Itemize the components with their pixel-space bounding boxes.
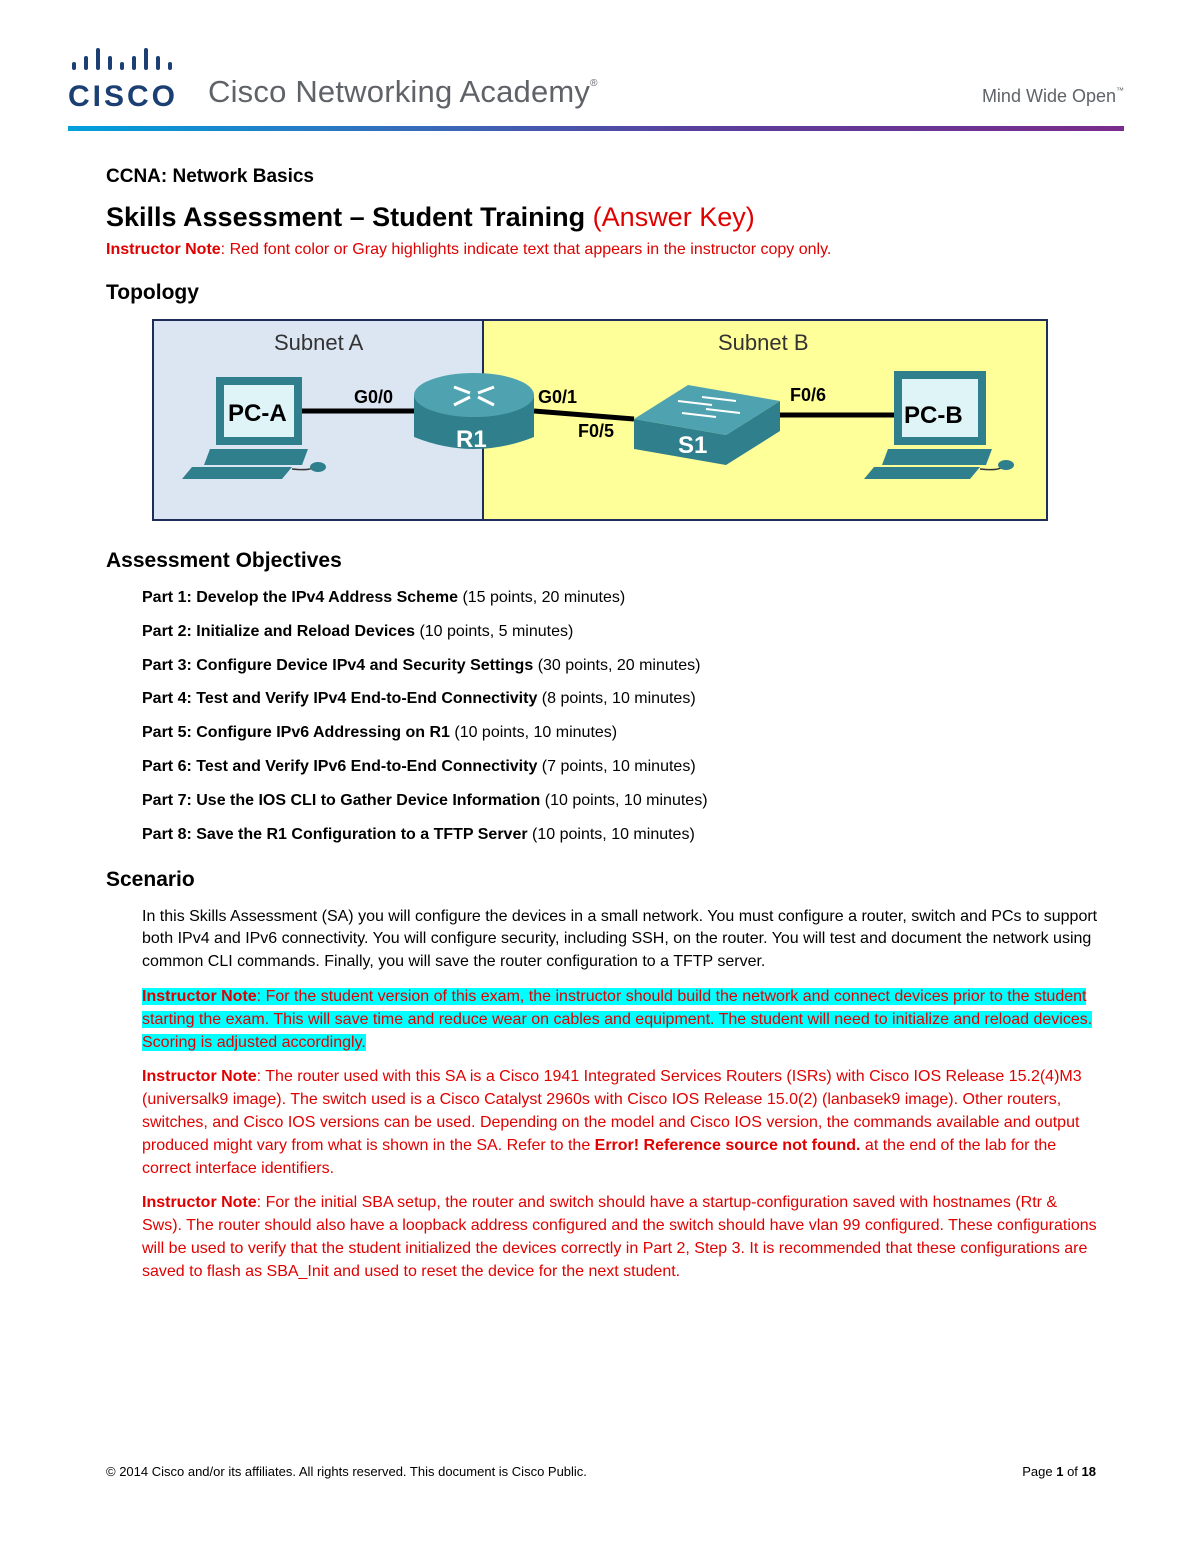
instructor-note-2: Instructor Note: The router used with this SA is a Cisco 1941 Integrated Services Routers (ISRs) with Cisco IOS Release 15.2(4)M3 (universalk9 image). The switch used is a Cisco Catalyst 2960s with Cisco IOS Release 15.0(2) (lanbasek9 image). Other routers, switches, and Cisco IOS versions can be used. Depending on the model and Cisco IOS version, the commands available and output produced might vary from what is shown in the SA. Refer to the Error! Reference source not found. at the end of the lab for the correct interface identifiers. <box>142 1068 1082 1177</box>
switch-label: S1 <box>678 432 708 459</box>
iface-f05: F0/5 <box>578 421 615 441</box>
copyright-text: © 2014 Cisco and/or its affiliates. All rights reserved. This document is Cisco Public. <box>106 1464 587 1479</box>
topology-diagram <box>152 319 1048 521</box>
scenario-section <box>142 906 1100 1284</box>
router-label: R1 <box>456 426 487 453</box>
topology-heading: Topology <box>106 281 199 304</box>
page-number: Page 1 of 18 <box>1022 1464 1096 1479</box>
cisco-bars-icon <box>70 46 180 74</box>
list-item: Part 4: Test and Verify IPv4 End-to-End Connectivity (8 points, 10 minutes) <box>142 690 696 708</box>
subnet-b-label: Subnet B <box>718 330 809 355</box>
academy-title: Cisco Networking Academy® <box>208 74 598 109</box>
instructor-note-3: Instructor Note: For the initial SBA setup, the router and switch should have a startup-configuration saved with hostnames (Rtr & Sws). The router should also have a loopback address configured and the switch should have vlan 99 configured. These configurations will be used to verify that the student initialized the devices correctly in Part 2, Step 3. It is recommended that these configurations are saved to flash as SBA_Init and used to reset the device for the next student. <box>142 1194 1097 1280</box>
pc-a-label: PC-A <box>228 400 287 427</box>
subnet-a-label: Subnet A <box>274 330 364 355</box>
list-item: Part 8: Save the R1 Configuration to a TFTP Server (10 points, 10 minutes) <box>142 825 695 843</box>
list-item: Part 6: Test and Verify IPv6 End-to-End Connectivity (7 points, 10 minutes) <box>142 757 696 775</box>
document-body <box>106 166 1100 1296</box>
cisco-wordmark: CISCO <box>68 80 179 113</box>
answer-key-label: (Answer Key) <box>592 202 755 232</box>
page-footer <box>106 1464 1096 1479</box>
iface-g01: G0/1 <box>538 387 578 407</box>
pc-b-label: PC-B <box>904 402 963 429</box>
reference-error: Error! Reference source not found. <box>594 1136 861 1154</box>
list-item: Part 3: Configure Device IPv4 and Security Settings (30 points, 20 minutes) <box>142 656 701 674</box>
instructor-note-1: Instructor Note: For the student version of this exam, the instructor should build the network and connect devices prior to the student starting the exam. This will save time and reduce wear on cables and equipment. The student will need to initialize and reload devices. Scoring is adjusted accordingly. <box>142 987 1093 1051</box>
list-item: Part 7: Use the IOS CLI to Gather Device Information (10 points, 10 minutes) <box>142 791 708 809</box>
header-rule <box>68 126 1124 131</box>
iface-g00: G0/0 <box>354 387 394 407</box>
iface-f06: F0/6 <box>790 385 827 405</box>
objectives-list <box>142 587 1100 846</box>
page-header <box>68 40 1124 132</box>
list-item: Part 5: Configure IPv6 Addressing on R1 (10 points, 10 minutes) <box>142 724 618 742</box>
objectives-heading: Assessment Objectives <box>106 549 342 572</box>
tagline: Mind Wide Open™ <box>981 86 1124 106</box>
list-item: Part 2: Initialize and Reload Devices (10 points, 5 minutes) <box>142 622 574 640</box>
page-title: Skills Assessment – Student Training (Answer Key) <box>106 202 755 232</box>
course-title: CCNA: Network Basics <box>106 166 314 187</box>
scenario-paragraph: In this Skills Assessment (SA) you will configure the devices in a small network. You must configure a router, switch and PCs to support both IPv4 and IPv6 connectivity. You will configure security, including SSH, on the router. You will test and document the network using common CLI commands. Finally, you will save the router configuration to a TFTP server. <box>142 907 1098 971</box>
scenario-heading: Scenario <box>106 867 195 891</box>
instructor-note-top: Instructor Note: Red font color or Gray highlights indicate text that appears in the instructor copy only. <box>106 241 832 258</box>
list-item: Part 1: Develop the IPv4 Address Scheme (15 points, 20 minutes) <box>142 589 626 606</box>
cisco-logo <box>68 40 188 113</box>
